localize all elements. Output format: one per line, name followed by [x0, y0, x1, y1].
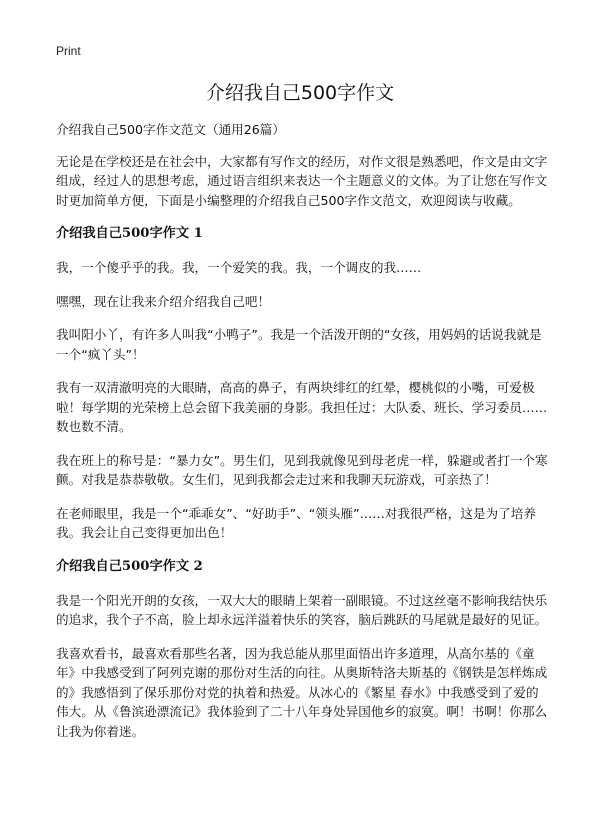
article-subtitle: 介绍我自己500字作文范文（通用26篇） [56, 122, 285, 137]
article-body [56, 120, 548, 755]
section-1-paragraph: 嘿嘿，现在让我来介绍介绍我自己吧！ [56, 293, 271, 309]
section-2-paragraph: 我是一个阳光开朗的女孩，一双大大的眼睛上架着一副眼镜。不过这丝毫不影响我结快乐的追求，我个子不高，脸上却永远洋溢着快乐的笑容，脑后跳跃的马尾就是最好的见证。 [56, 592, 548, 627]
page-title: 介绍我自己500字作文 [205, 82, 395, 104]
section-heading-2: 介绍我自己500字作文 2 [56, 558, 203, 574]
section-1-paragraph: 我在班上的称号是：“暴力女”。男生们，见到我就像见到母老虎一样，躲避或者打一个寒颤。对我是恭恭敬敬。女生们，见到我都会走过来和我聊天玩游戏，可亲热了！ [56, 452, 548, 487]
intro-paragraph: 无论是在学校还是在社会中，大家都有写作文的经历，对作文很是熟悉吧，作文是由文字组成，经过人的思想考虑，通过语言组织来表达一个主题意义的文体。为了让您在写作文时更加简单方便，下面是小编整理的介绍我自己500字作文范文，欢迎阅读与收藏。 [56, 153, 548, 208]
section-1-paragraph: 我有一双清澈明亮的大眼睛，高高的鼻子，有两块绯红的红晕，樱桃似的小嘴，可爱极啦！每学期的光荣榜上总会留下我美丽的身影。我担任过：大队委、班长、学习委员……数也数不清。 [56, 380, 548, 434]
section-1-paragraph: 我叫阳小丫，有许多人叫我“小鸭子”。我是一个活泼开朗的“女孩，用妈妈的话说我就是一个“疯丫头”！ [56, 327, 542, 362]
section-heading-1: 介绍我自己500字作文 1 [56, 226, 203, 241]
print-link[interactable]: Print [56, 44, 81, 58]
section-1-paragraph: 在老师眼里，我是一个“乖乖女”、“好助手”、“领头雁”……对我很严格，这是为了培养我。我会让自己变得更加出色！ [56, 505, 536, 540]
section-1-paragraph: 我，一个傻乎乎的我。我，一个爱笑的我。我，一个调皮的我…… [56, 260, 422, 275]
section-2-paragraph: 我喜欢看书，最喜欢看那些名著，因为我总能从那里面悟出许多道理，从高尔基的《童年》中我感受到了阿列克谢的那份对生活的向往。从奥斯特洛夫斯基的《钢铁是怎样炼成的》我感悟到了保乐那份对党的执着和热爱。从冰心的《繁星 春水》中我感受到了爱的伟大。从《鲁滨逊漂流记》我体验到了二十八年身处异国他乡的寂寞。啊！书啊！你那么让我为你着迷。 [56, 645, 548, 739]
